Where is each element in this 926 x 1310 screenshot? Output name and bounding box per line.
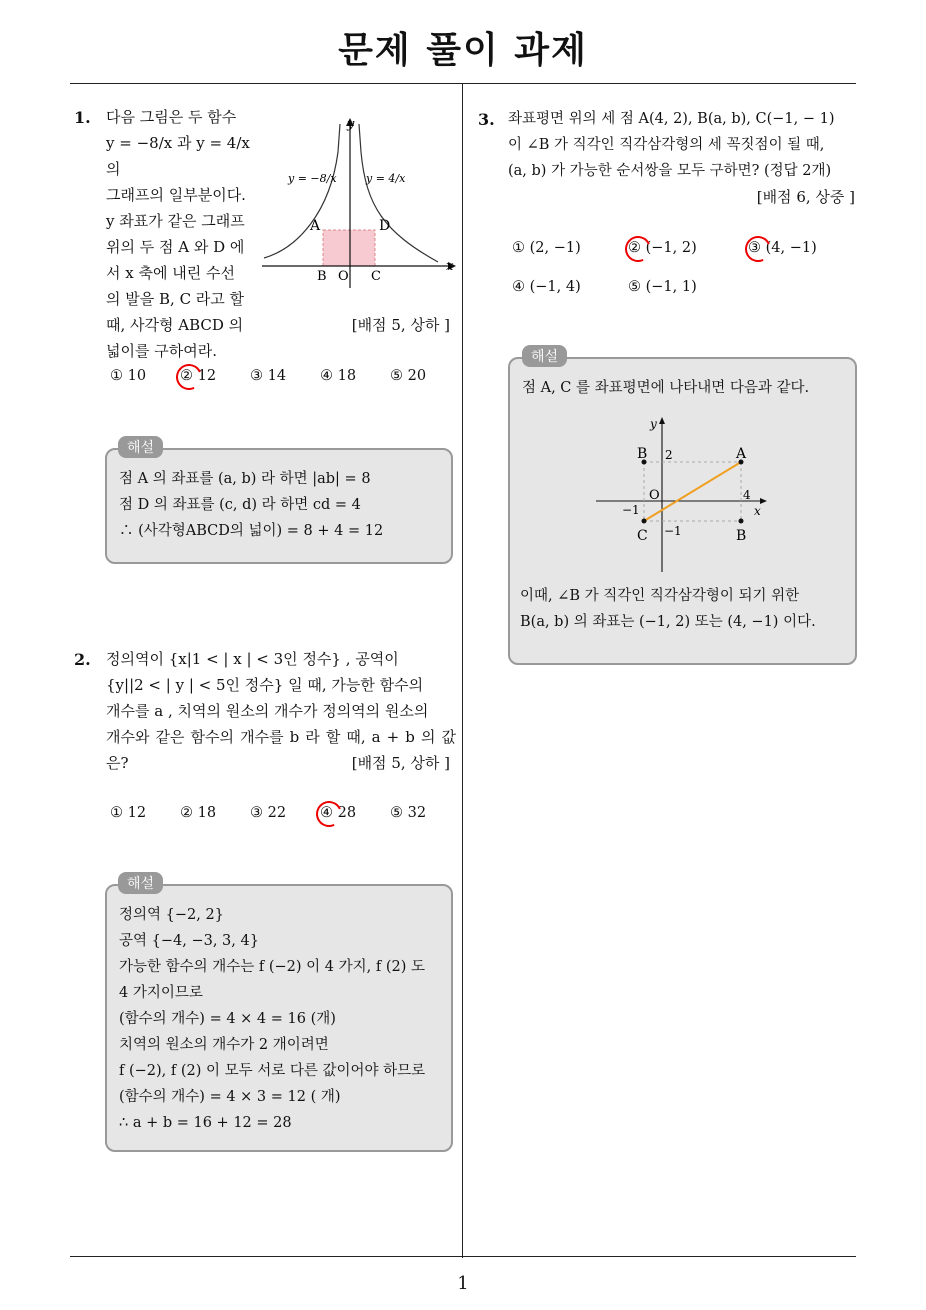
- q1-solution-tag: 해설: [118, 436, 163, 458]
- q1-choice-4[interactable]: ④ 18: [320, 368, 357, 384]
- q1-line: 서 x 축에 내린 수선: [106, 264, 235, 282]
- q2-solution-box: [105, 884, 453, 1152]
- q1-choice-5[interactable]: ⑤ 20: [390, 368, 427, 384]
- y-axis-label: y: [347, 117, 355, 132]
- page-number: 1: [457, 1273, 469, 1294]
- solution-line: 가능한 함수의 개수는 f (−2) 이 4 가지, f (2) 도: [119, 959, 425, 975]
- answer-mark-circle: [312, 797, 345, 830]
- tick-2-label: 2: [665, 448, 673, 462]
- answer-mark-circle: [172, 360, 205, 393]
- q2-line: 개수와 같은 함수의 개수를 b 라 할 때, a + b 의 값은?: [106, 728, 456, 772]
- q2-line: {y||2 < | y | < 5인 정수} 일 때, 가능한 함수의: [106, 676, 424, 694]
- solution-line: 이때, ∠B 가 직각인 직각삼각형이 되기 위한: [520, 588, 800, 604]
- point-c-label: C: [637, 528, 648, 544]
- point-b-top-label: B: [637, 446, 648, 462]
- q3-line: 이 ∠B 가 직각인 직각삼각형의 세 꼭짓점이 될 때,: [508, 137, 825, 153]
- header-rule: [70, 83, 856, 84]
- q3-choice-5[interactable]: ⑤ (−1, 1): [628, 279, 697, 295]
- point-a-label: A: [736, 446, 747, 462]
- q3-line: (a, b) 가 가능한 순서쌍을 모두 구하면? (정답 2개): [508, 163, 832, 179]
- point-c-dot: [642, 519, 647, 524]
- q3-solution-tag: 해설: [522, 345, 567, 367]
- q1-choice-1[interactable]: ① 10: [110, 368, 147, 384]
- q2-choice-2[interactable]: ② 18: [180, 805, 217, 821]
- origin-o: O: [338, 269, 349, 284]
- q3-choice-2[interactable]: ② (−1, 2): [628, 240, 697, 256]
- solution-line: (함수의 개수) = 4 × 4 = 16 (개): [119, 1011, 336, 1027]
- q1-line: 다음 그림은 두 함수: [106, 108, 237, 126]
- x-axis-label: x: [754, 504, 761, 518]
- point-d: D: [379, 218, 391, 234]
- point-b-bottom-dot: [739, 519, 744, 524]
- q3-number: 3.: [478, 110, 495, 129]
- q1-number: 1.: [74, 108, 91, 127]
- q1-score: [배점 5, 상하 ]: [351, 316, 450, 334]
- y-axis-label: y: [650, 417, 657, 431]
- q1-line: 때, 사각형 ABCD 의: [106, 316, 244, 334]
- q2-line: 정의역이 {x|1 < | x | < 3인 정수} , 공역이: [106, 650, 399, 668]
- solution-line: 4 가지이므로: [119, 985, 203, 1001]
- q2-choice-4[interactable]: ④ 28: [320, 805, 357, 821]
- page-title: 문제 풀이 과제: [338, 30, 588, 71]
- q3-choices: [512, 240, 832, 300]
- point-b: B: [317, 269, 327, 284]
- origin-label: O: [649, 488, 660, 503]
- q3-choice-1[interactable]: ① (2, −1): [512, 240, 581, 256]
- solution-line: 점 A, C 를 좌표평면에 나타내면 다음과 같다.: [522, 380, 810, 396]
- tick-neg1-x-label: −1: [622, 503, 640, 517]
- q1-solution-box: [105, 448, 453, 564]
- point-c: C: [371, 269, 381, 284]
- q1-line: 의 발을 B, C 라고 할: [106, 290, 245, 308]
- solution-line: 공역 {−4, −3, 3, 4}: [119, 933, 259, 949]
- q1-choice-3[interactable]: ③ 14: [250, 368, 287, 384]
- solution-line: (함수의 개수) = 4 × 3 = 12 ( 개): [119, 1089, 341, 1105]
- q1-line: 위의 두 점 A 와 D 에: [106, 238, 245, 256]
- tick-4-label: 4: [743, 488, 751, 502]
- q2-score: [배점 5, 상하 ]: [351, 754, 450, 772]
- q2-choice-1[interactable]: ① 12: [110, 805, 147, 821]
- q1-label-right: y = 4/x: [366, 172, 406, 185]
- q1-choice-2[interactable]: ② 12: [180, 368, 217, 384]
- point-a: A: [310, 218, 321, 234]
- q1-line: y = −8/x 과 y = 4/x 의: [106, 134, 250, 178]
- q3-line: 좌표평면 위의 세 점 A(4, 2), B(a, b), C(−1, − 1): [508, 111, 835, 127]
- tick-neg1-y-label: −1: [664, 524, 682, 538]
- q1-label-left: y = −8/x: [288, 172, 337, 185]
- q1-graph: [258, 112, 458, 292]
- q1-text: [106, 104, 251, 364]
- solution-line: 점 D 의 좌표를 (c, d) 라 하면 cd = 4: [119, 497, 361, 513]
- column-divider: [462, 84, 463, 1258]
- solution-line: B(a, b) 의 좌표는 (−1, 2) 또는 (4, −1) 이다.: [520, 614, 816, 630]
- q2-solution-tag: 해설: [118, 872, 163, 894]
- rectangle-abcd: [323, 230, 375, 266]
- q1-line: 그래프의 일부분이다.: [106, 186, 246, 204]
- solution-line: ∴ (사각형ABCD의 넓이) = 8 + 4 = 12: [119, 523, 384, 539]
- q1-line: y 좌표가 같은 그래프: [106, 212, 245, 230]
- q3-score: [배점 6, 상중 ]: [756, 188, 855, 206]
- solution-line: ∴ a + b = 16 + 12 = 28: [119, 1115, 292, 1131]
- footer-rule: [70, 1256, 856, 1257]
- q3-coordinate-plane: [592, 412, 772, 574]
- q2-number: 2.: [74, 650, 91, 669]
- q3-solution-conclusion: [520, 583, 850, 635]
- solution-line: 점 A 의 좌표를 (a, b) 라 하면 |ab| = 8: [119, 471, 371, 487]
- q2-choice-3[interactable]: ③ 22: [250, 805, 287, 821]
- q2-line: 개수를 a , 치역의 원소의 개수가 정의역의 원소의: [106, 702, 429, 720]
- q2-choice-5[interactable]: ⑤ 32: [390, 805, 427, 821]
- q1-line: 넓이를 구하여라.: [106, 342, 217, 360]
- point-b-bottom-label: B: [736, 528, 747, 544]
- solution-line: f (−2), f (2) 이 모두 서로 다른 값이어야 하므로: [119, 1063, 426, 1079]
- q3-choice-3[interactable]: ③ (4, −1): [748, 240, 817, 256]
- solution-line: 치역의 원소의 개수가 2 개이려면: [119, 1037, 329, 1053]
- q3-text: [508, 106, 860, 184]
- q3-choice-4[interactable]: ④ (−1, 4): [512, 279, 581, 295]
- x-axis-label: x: [446, 259, 454, 274]
- solution-line: 정의역 {−2, 2}: [119, 907, 224, 923]
